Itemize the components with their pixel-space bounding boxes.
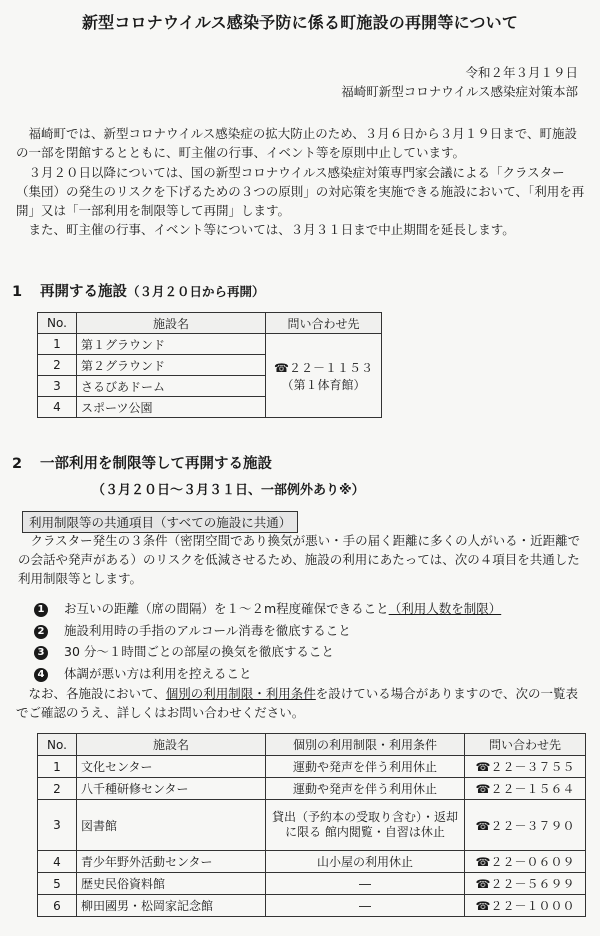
table-header-row	[38, 313, 382, 334]
row-contact: ☎２２－０６０９	[465, 851, 586, 873]
table-row	[38, 895, 586, 917]
table-row	[38, 851, 586, 873]
row-facility: 図書館	[77, 800, 266, 851]
intro-paragraph-3: また、町主催の行事、イベント等については、３月３１日まで中止期間を延長します。	[28, 222, 515, 237]
column-header-conditions: 個別の利用制限・利用条件	[266, 734, 465, 756]
intro-paragraph-1: 福崎町では、新型コロナウイルス感染症の拡大防止のため、３月６日から３月１９日まで、町施設の一部を閉館するとともに、町主催の行事、イベント等を原則中止しています。	[16, 126, 578, 160]
intro-paragraph-2: ３月２０日以降については、国の新型コロナウイルス感染症対策専門家会議による「クラスター（集団）の発生のリスクを下げるための３つの原則」の対応策を実施できる施設において、「利用を再開」又は「一部利用を制限等して再開」します。	[16, 165, 585, 218]
column-header-contact: 問い合わせ先	[266, 313, 382, 334]
column-header-no: No.	[38, 734, 77, 756]
table-row	[38, 778, 586, 800]
column-header-contact: 問い合わせ先	[465, 734, 586, 756]
row-no: 4	[38, 397, 77, 418]
row-facility: スポーツ公園	[77, 397, 266, 418]
section-1-title: 再開する施設	[40, 284, 127, 300]
row-no: 3	[38, 376, 77, 397]
row-no: 5	[38, 873, 77, 895]
restrictions-paragraph: クラスター発生の３条件（密閉空間であり換気が悪い・手の届く距離に多くの人がいる・近距離での会話や発声がある）のリスクを低減させるため、施設の利用にあたっては、次の４項目を共通した利用制限等とします。	[18, 533, 581, 586]
column-header-facility: 施設名	[77, 313, 266, 334]
row-facility: 文化センター	[77, 756, 266, 778]
row-no: 4	[38, 851, 77, 873]
section-1-heading	[12, 280, 265, 301]
row-conditions: 山小屋の利用休止	[266, 851, 465, 873]
paragraph-underlined-text: 個別の利用制限・利用条件	[165, 686, 316, 701]
row-conditions: 運動や発声を伴う利用休止	[266, 778, 465, 800]
table-header-row	[38, 734, 586, 756]
row-facility: 歴史民俗資料館	[77, 873, 266, 895]
item-text: 30 分～１時間ごとの部屋の換気を徹底すること	[64, 644, 334, 659]
section-2-period: （３月２０日～３月３１日、一部例外あり※）	[92, 483, 365, 498]
paragraph-text-b: を設けている場合がありますので、次の一覧表でご確認のうえ、詳しくはお問い合わせください。	[16, 686, 579, 720]
restriction-item	[34, 621, 351, 639]
section-2-title: 一部利用を制限等して再開する施設	[40, 456, 272, 472]
table-row	[38, 334, 382, 355]
row-contact: ☎２２－１０００	[465, 895, 586, 917]
section-1-number: 1	[12, 284, 23, 300]
row-facility: さるびあドーム	[77, 376, 266, 397]
row-no: 2	[38, 355, 77, 376]
item-note: （利用人数を制限）	[388, 601, 502, 616]
restriction-item	[34, 599, 501, 617]
contact-place: （第１体育館）	[281, 377, 366, 392]
item-text: 体調が悪い方は利用を控えること	[64, 666, 252, 681]
item-text: お互いの距離（席の間隔）を１～２m程度確保できること	[64, 601, 389, 616]
paragraph-text-a: なお、各施設において、	[28, 686, 166, 701]
issuing-organization: 福崎町新型コロナウイルス感染症対策本部	[341, 84, 578, 99]
column-header-facility: 施設名	[77, 734, 266, 756]
row-no: 1	[38, 756, 77, 778]
item-number-icon: 1	[34, 603, 48, 617]
row-no: 6	[38, 895, 77, 917]
shared-contact-cell	[266, 334, 382, 418]
row-contact: ☎２２－３７９０	[465, 800, 586, 851]
item-number-icon: 4	[34, 668, 48, 682]
row-contact: ☎２２－３７５５	[465, 756, 586, 778]
row-contact: ☎２２－１５６４	[465, 778, 586, 800]
item-number-icon: 2	[34, 625, 48, 639]
row-conditions: 貸出（予約本の受取り含む）・返却に限る 館内閲覧・自習は休止	[266, 800, 465, 851]
individual-conditions-paragraph	[16, 684, 586, 722]
section-2-heading	[12, 452, 272, 473]
section-1-period: （３月２０日から再開）	[127, 284, 265, 299]
issue-date: 令和２年３月１９日	[465, 65, 578, 80]
document-title: 新型コロナウイルス感染予防に係る町施設の再開等について	[81, 13, 519, 32]
column-header-no: No.	[38, 313, 77, 334]
item-text: 施設利用時の手指のアルコール消毒を徹底すること	[64, 623, 351, 638]
row-no: 3	[38, 800, 77, 851]
row-conditions: ―	[266, 873, 465, 895]
row-no: 2	[38, 778, 77, 800]
row-facility: 第１グラウンド	[77, 334, 266, 355]
row-facility: 第２グラウンド	[77, 355, 266, 376]
row-conditions: ―	[266, 895, 465, 917]
restriction-item	[34, 642, 334, 660]
row-facility: 柳田國男・松岡家記念館	[77, 895, 266, 917]
table-row	[38, 873, 586, 895]
section-2-number: 2	[12, 456, 23, 472]
reopened-facilities-table	[37, 312, 382, 418]
restricted-facilities-table	[37, 733, 586, 917]
row-conditions: 運動や発声を伴う利用休止	[266, 756, 465, 778]
table-row	[38, 800, 586, 851]
common-restrictions-label: 利用制限等の共通項目（すべての施設に共通）	[22, 511, 298, 533]
row-facility: 八千種研修センター	[77, 778, 266, 800]
row-facility: 青少年野外活動センター	[77, 851, 266, 873]
row-no: 1	[38, 334, 77, 355]
restriction-item	[34, 664, 252, 682]
table-row	[38, 756, 586, 778]
item-number-icon: 3	[34, 646, 48, 660]
row-contact: ☎２２－５６９９	[465, 873, 586, 895]
contact-phone: ☎２２－１１５３	[274, 360, 373, 375]
